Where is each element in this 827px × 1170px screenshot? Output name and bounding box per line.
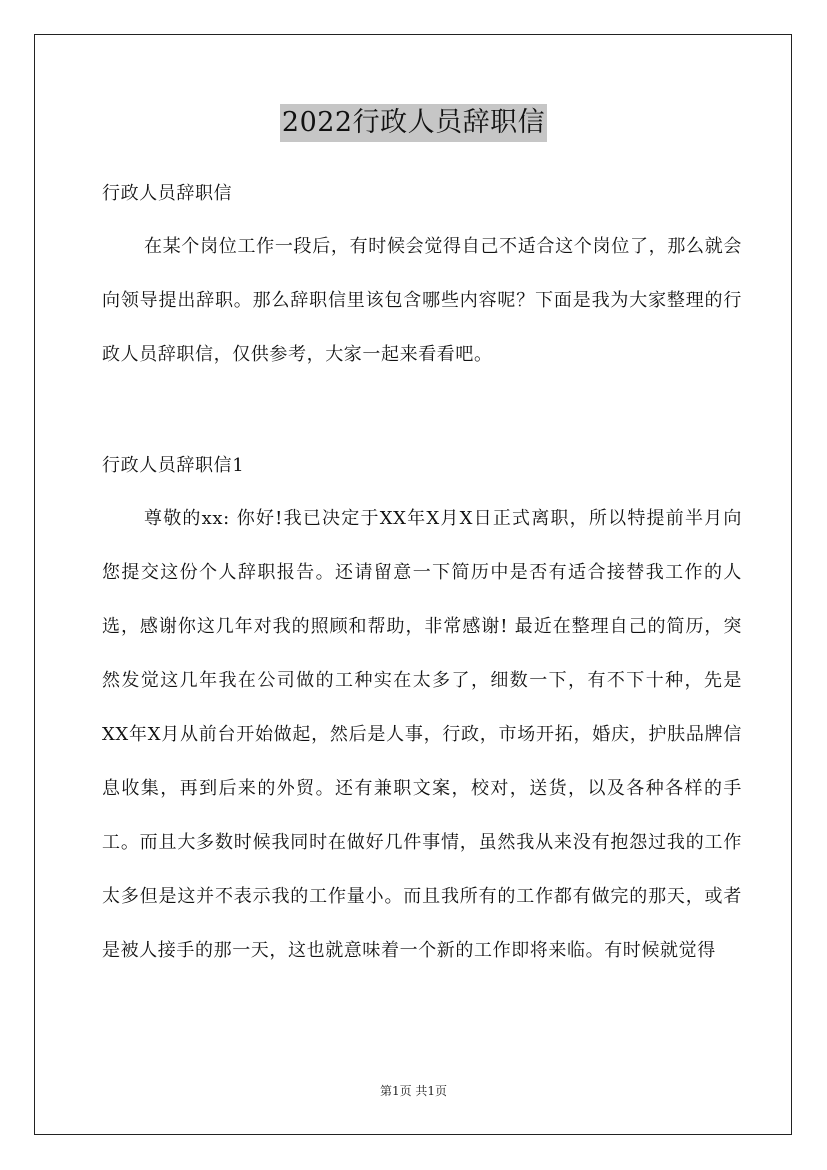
document-title: 2022行政人员辞职信 — [280, 104, 547, 142]
letter-heading: 行政人员辞职信1 — [102, 455, 245, 476]
section-heading: 行政人员辞职信 — [102, 183, 233, 204]
page-footer: 第1页 共1页 — [379, 1084, 448, 1098]
title-container — [0, 104, 827, 142]
letter-paragraph: 尊敬的xx: 你好!我已决定于XX年X月X日正式离职，所以特提前半月向您提交这份个人辞职报告。还请留意一下简历中是否有适合接替我工作的人选，感谢你这几年对我的照顾和帮助，非常感谢! 最近在整理自己的简历，突然发觉这几年我在公司做的工种实在太多了，细数一下，有不下十种，先是XX年X月从前台开始做起，然后是人事，行政，市场开拓，婚庆，护肤品牌信息收集，再到后来的外贸。还有兼职文案，校对，送货，以及各种各样的手工。而且大多数时候我同时在做好几件事情，虽然我从来没有抱怨过我的工作太多但是这并不表示我的工作量小。而且我所有的工作都有做完的那天，或者是被人接手的那一天，这也就意味着一个新的工作即将来临。有时候就觉得 — [102, 508, 742, 961]
intro-paragraph: 在某个岗位工作一段后，有时候会觉得自己不适合这个岗位了，那么就会向领导提出辞职。那么辞职信里该包含哪些内容呢？下面是我为大家整理的行政人员辞职信，仅供参考，大家一起来看看吧。 — [102, 236, 742, 365]
